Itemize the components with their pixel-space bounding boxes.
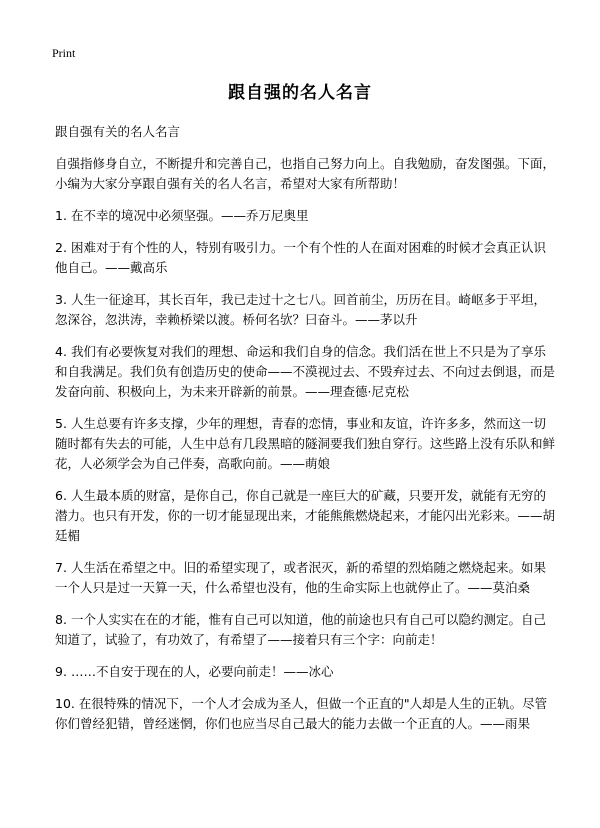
quote-number: 1. <box>55 208 67 223</box>
quote-number: 7. <box>55 560 67 575</box>
quote-text: 我们有必要恢复对我们的理想、命运和我们自身的信念。我们活在世上不只是为了享乐和自我满足。我们负有创造历史的使命——不漠视过去、不毁弃过去、不向过去倒退，而是发奋向前、积极向上，为未来开辟新的前景。——理查德·尼克松 <box>55 344 556 399</box>
quote-number: 3. <box>55 292 67 307</box>
quote-text: 人生最本质的财富，是你自己，你自己就是一座巨大的矿藏，只要开发，就能有无穷的潜力。也只有开发，你的一切才能显现出来，才能熊熊燃烧起来，才能闪出光彩来。——胡廷楣 <box>55 488 556 543</box>
quote-item <box>55 414 555 474</box>
article-body <box>55 122 555 746</box>
print-link[interactable]: Print <box>52 46 76 60</box>
quote-item <box>55 290 555 330</box>
quote-number: 8. <box>55 612 67 627</box>
quote-text: 人生活在希望之中。旧的希望实现了，或者泯灭，新的希望的烈焰随之燃烧起来。如果一个人只是过一天算一天，什么希望也没有，他的生命实际上也就停止了。——莫泊桑 <box>55 560 546 595</box>
quote-number: 5. <box>55 416 67 431</box>
quote-item <box>55 610 555 650</box>
quote-number: 2. <box>55 240 67 255</box>
quote-item <box>55 342 555 402</box>
quote-text: 一个人实实在在的才能，惟有自己可以知道，他的前途也只有自己可以隐约测定。自己知道了，试验了，有功效了，有希望了——接着只有三个字：向前走！ <box>55 612 546 647</box>
quote-number: 10. <box>55 696 75 711</box>
article-subtitle: 跟自强有关的名人名言 <box>55 124 181 139</box>
article-intro: 自强指修身自立，不断提升和完善自己，也指自己努力向上。自我勉励，奋发图强。下面，小编为大家分享跟自强有关的名人名言，希望对大家有所帮助！ <box>55 156 556 191</box>
quote-number: 9. <box>55 664 67 679</box>
quote-text: ……不自安于现在的人，必要向前走！——冰心 <box>70 664 334 679</box>
quote-item <box>55 662 555 682</box>
quote-item <box>55 558 555 598</box>
quote-item <box>55 486 555 546</box>
quote-item <box>55 206 555 226</box>
quote-text: 人生总要有许多支撑，少年的理想，青春的恋情，事业和友谊，许许多多，然而这一切随时都有失去的可能，人生中总有几段黑暗的隧洞要我们独自穿行。这些路上没有乐队和鲜花，人必须学会为自己伴奏，高歌向前。——萌娘 <box>55 416 556 471</box>
quote-list <box>55 206 555 734</box>
quote-text: 人生一征途耳，其长百年，我已走过十之七八。回首前尘，历历在目。崎岖多于平坦，忽深谷，忽洪涛，幸赖桥梁以渡。桥何名欤？曰奋斗。——茅以升 <box>55 292 546 327</box>
quote-item <box>55 238 555 278</box>
quote-text: 在不幸的境况中必须坚强。——乔万尼奥里 <box>70 208 309 223</box>
quote-number: 6. <box>55 488 67 503</box>
page-title: 跟自强的名人名言 <box>228 83 372 103</box>
quote-text: 在很特殊的情况下，一个人才会成为圣人，但做一个正直的"人却是人生的正轨。尽管你们曾经犯错，曾经迷惘，你们也应当尽自己最大的能力去做一个正直的人。——雨果 <box>55 696 548 731</box>
quote-text: 困难对于有个性的人，特别有吸引力。一个有个性的人在面对困难的时候才会真正认识他自己。——戴高乐 <box>55 240 546 275</box>
quote-item <box>55 694 555 734</box>
quote-number: 4. <box>55 344 67 359</box>
